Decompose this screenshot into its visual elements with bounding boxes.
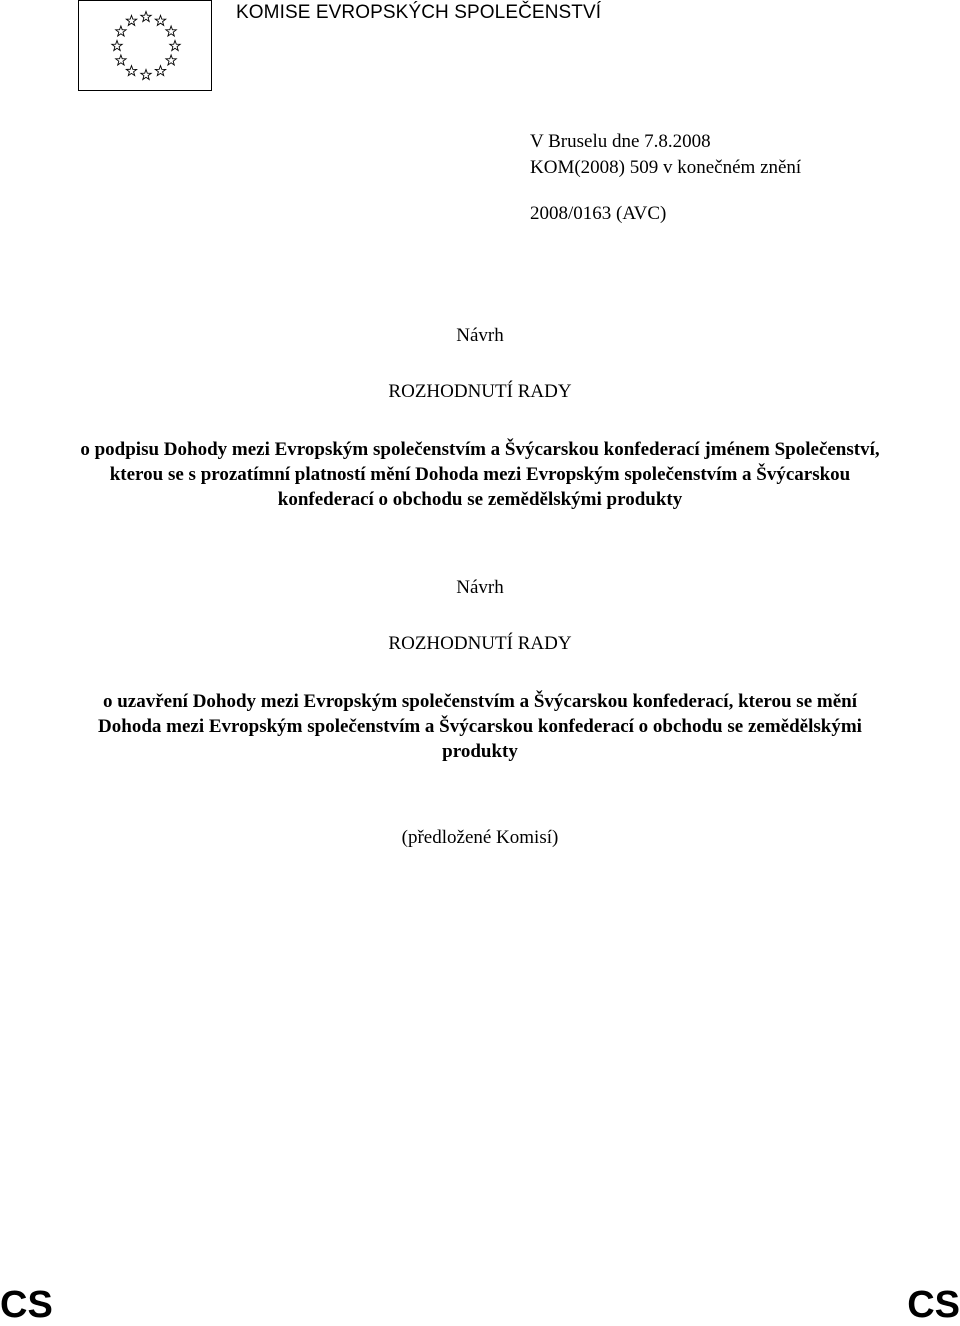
place-date: V Bruselu dne 7.8.2008 xyxy=(530,131,711,152)
star-icon xyxy=(170,41,180,51)
proposal-label: Návrh xyxy=(456,577,504,598)
proposal-label: Návrh xyxy=(456,325,504,346)
star-icon xyxy=(116,26,126,36)
eu-flag-stars-icon xyxy=(79,1,213,92)
submitted-by: (předložené Komisí) xyxy=(401,827,559,848)
star-icon xyxy=(126,66,136,76)
star-icon xyxy=(116,55,126,65)
star-icon xyxy=(166,55,176,65)
star-icon xyxy=(112,41,122,51)
star-icon xyxy=(155,66,165,76)
proposal-subject: o podpisu Dohody mezi Evropským společenstvím a Švýcarskou konfederací jménem Společenství, kterou se s prozatímní platností mění Dohoda mezi Evropským společenstvím a Švýcarskou konfederací o obchodu se zemědělskými produkty xyxy=(80,439,880,510)
eu-flag-logo xyxy=(78,0,212,91)
star-icon xyxy=(166,26,176,36)
com-reference: KOM(2008) 509 v konečném znění xyxy=(530,157,802,178)
language-code-left: CS xyxy=(0,1284,53,1326)
proposal-subject: o uzavření Dohody mezi Evropským společenstvím a Švýcarskou konfederací, kterou se mění Dohoda mezi Evropským společenstvím a Švýcarskou konfederací o obchodu se zemědělskými produkty xyxy=(98,691,862,762)
procedure-reference: 2008/0163 (AVC) xyxy=(530,203,667,224)
star-icon xyxy=(126,15,136,25)
language-code-right: CS xyxy=(907,1284,960,1326)
star-icon xyxy=(155,15,165,25)
star-icon xyxy=(141,12,151,22)
proposal-title: ROZHODNUTÍ RADY xyxy=(388,633,572,654)
star-icon xyxy=(141,70,151,80)
organisation-name: KOMISE EVROPSKÝCH SPOLEČENSTVÍ xyxy=(236,2,602,23)
proposal-title: ROZHODNUTÍ RADY xyxy=(388,381,572,402)
